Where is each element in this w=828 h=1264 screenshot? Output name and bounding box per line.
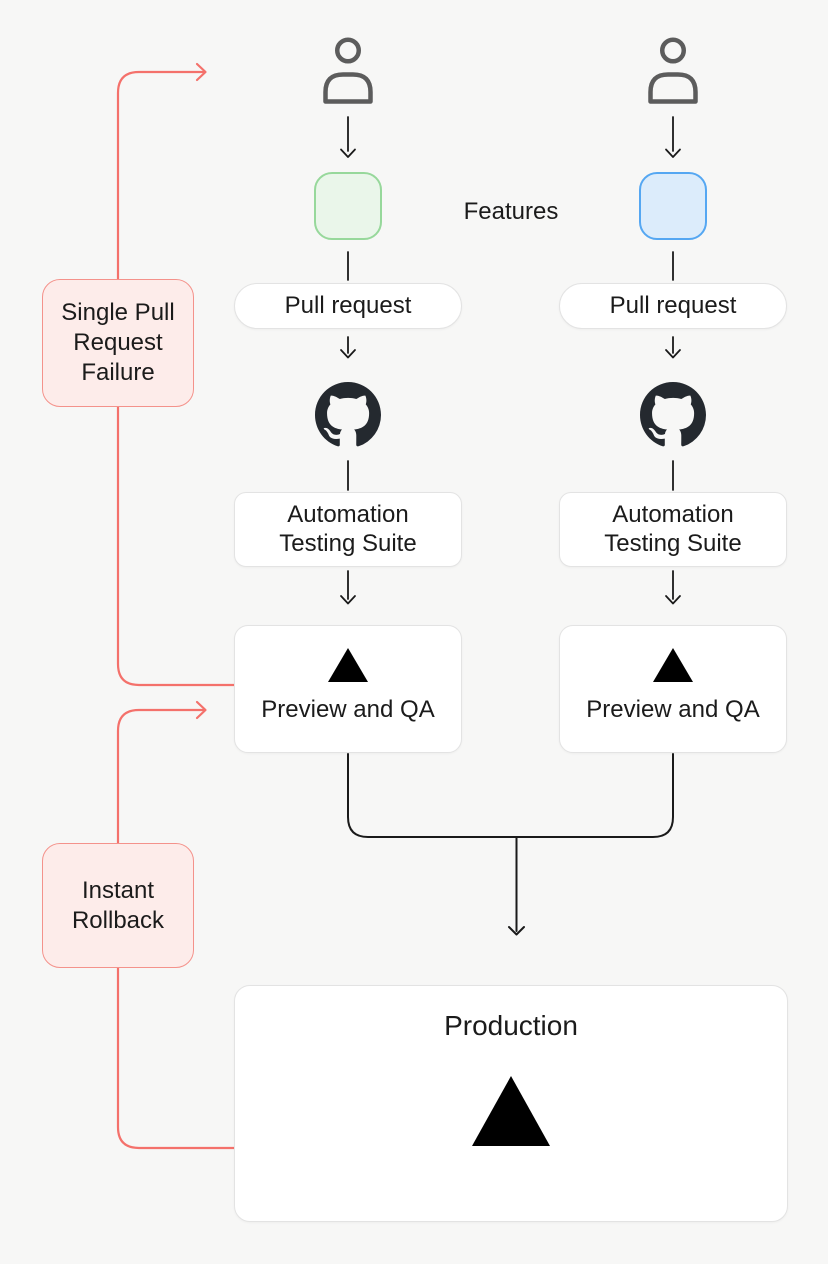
merge-line-previews <box>348 754 673 837</box>
automation-testing-suite-label: Automation Testing Suite <box>279 500 417 557</box>
production-node <box>234 985 788 1222</box>
preview-and-qa-node-right <box>559 625 787 753</box>
automation-testing-suite-label: Automation Testing Suite <box>604 500 742 557</box>
feature-branch-blue <box>639 172 707 240</box>
vercel-triangle-icon <box>472 1076 550 1146</box>
annotation-instant-rollback <box>42 843 194 968</box>
github-icon <box>640 382 706 448</box>
pull-request-label: Pull request <box>284 292 412 319</box>
production-label: Production <box>444 1010 578 1041</box>
github-icon <box>315 382 381 448</box>
feature-branch-green <box>314 172 382 240</box>
automation-testing-suite-node-right <box>559 492 787 567</box>
pull-request-label: Pull request <box>609 292 737 319</box>
pull-request-node-left <box>234 283 462 329</box>
annotation-single-pull-request-failure <box>42 279 194 407</box>
user-icon <box>321 37 375 104</box>
annotation-label: Single Pull Request Failure <box>61 299 175 386</box>
vercel-triangle-icon <box>653 648 693 682</box>
pull-request-node-right <box>559 283 787 329</box>
preview-and-qa-label: Preview and QA <box>586 696 760 723</box>
vercel-triangle-icon <box>328 648 368 682</box>
preview-and-qa-label: Preview and QA <box>261 696 435 723</box>
preview-and-qa-node-left <box>234 625 462 753</box>
features-label: Features <box>463 198 559 225</box>
automation-testing-suite-node-left <box>234 492 462 567</box>
annotation-label: Instant Rollback <box>71 876 165 934</box>
user-icon <box>646 37 700 104</box>
